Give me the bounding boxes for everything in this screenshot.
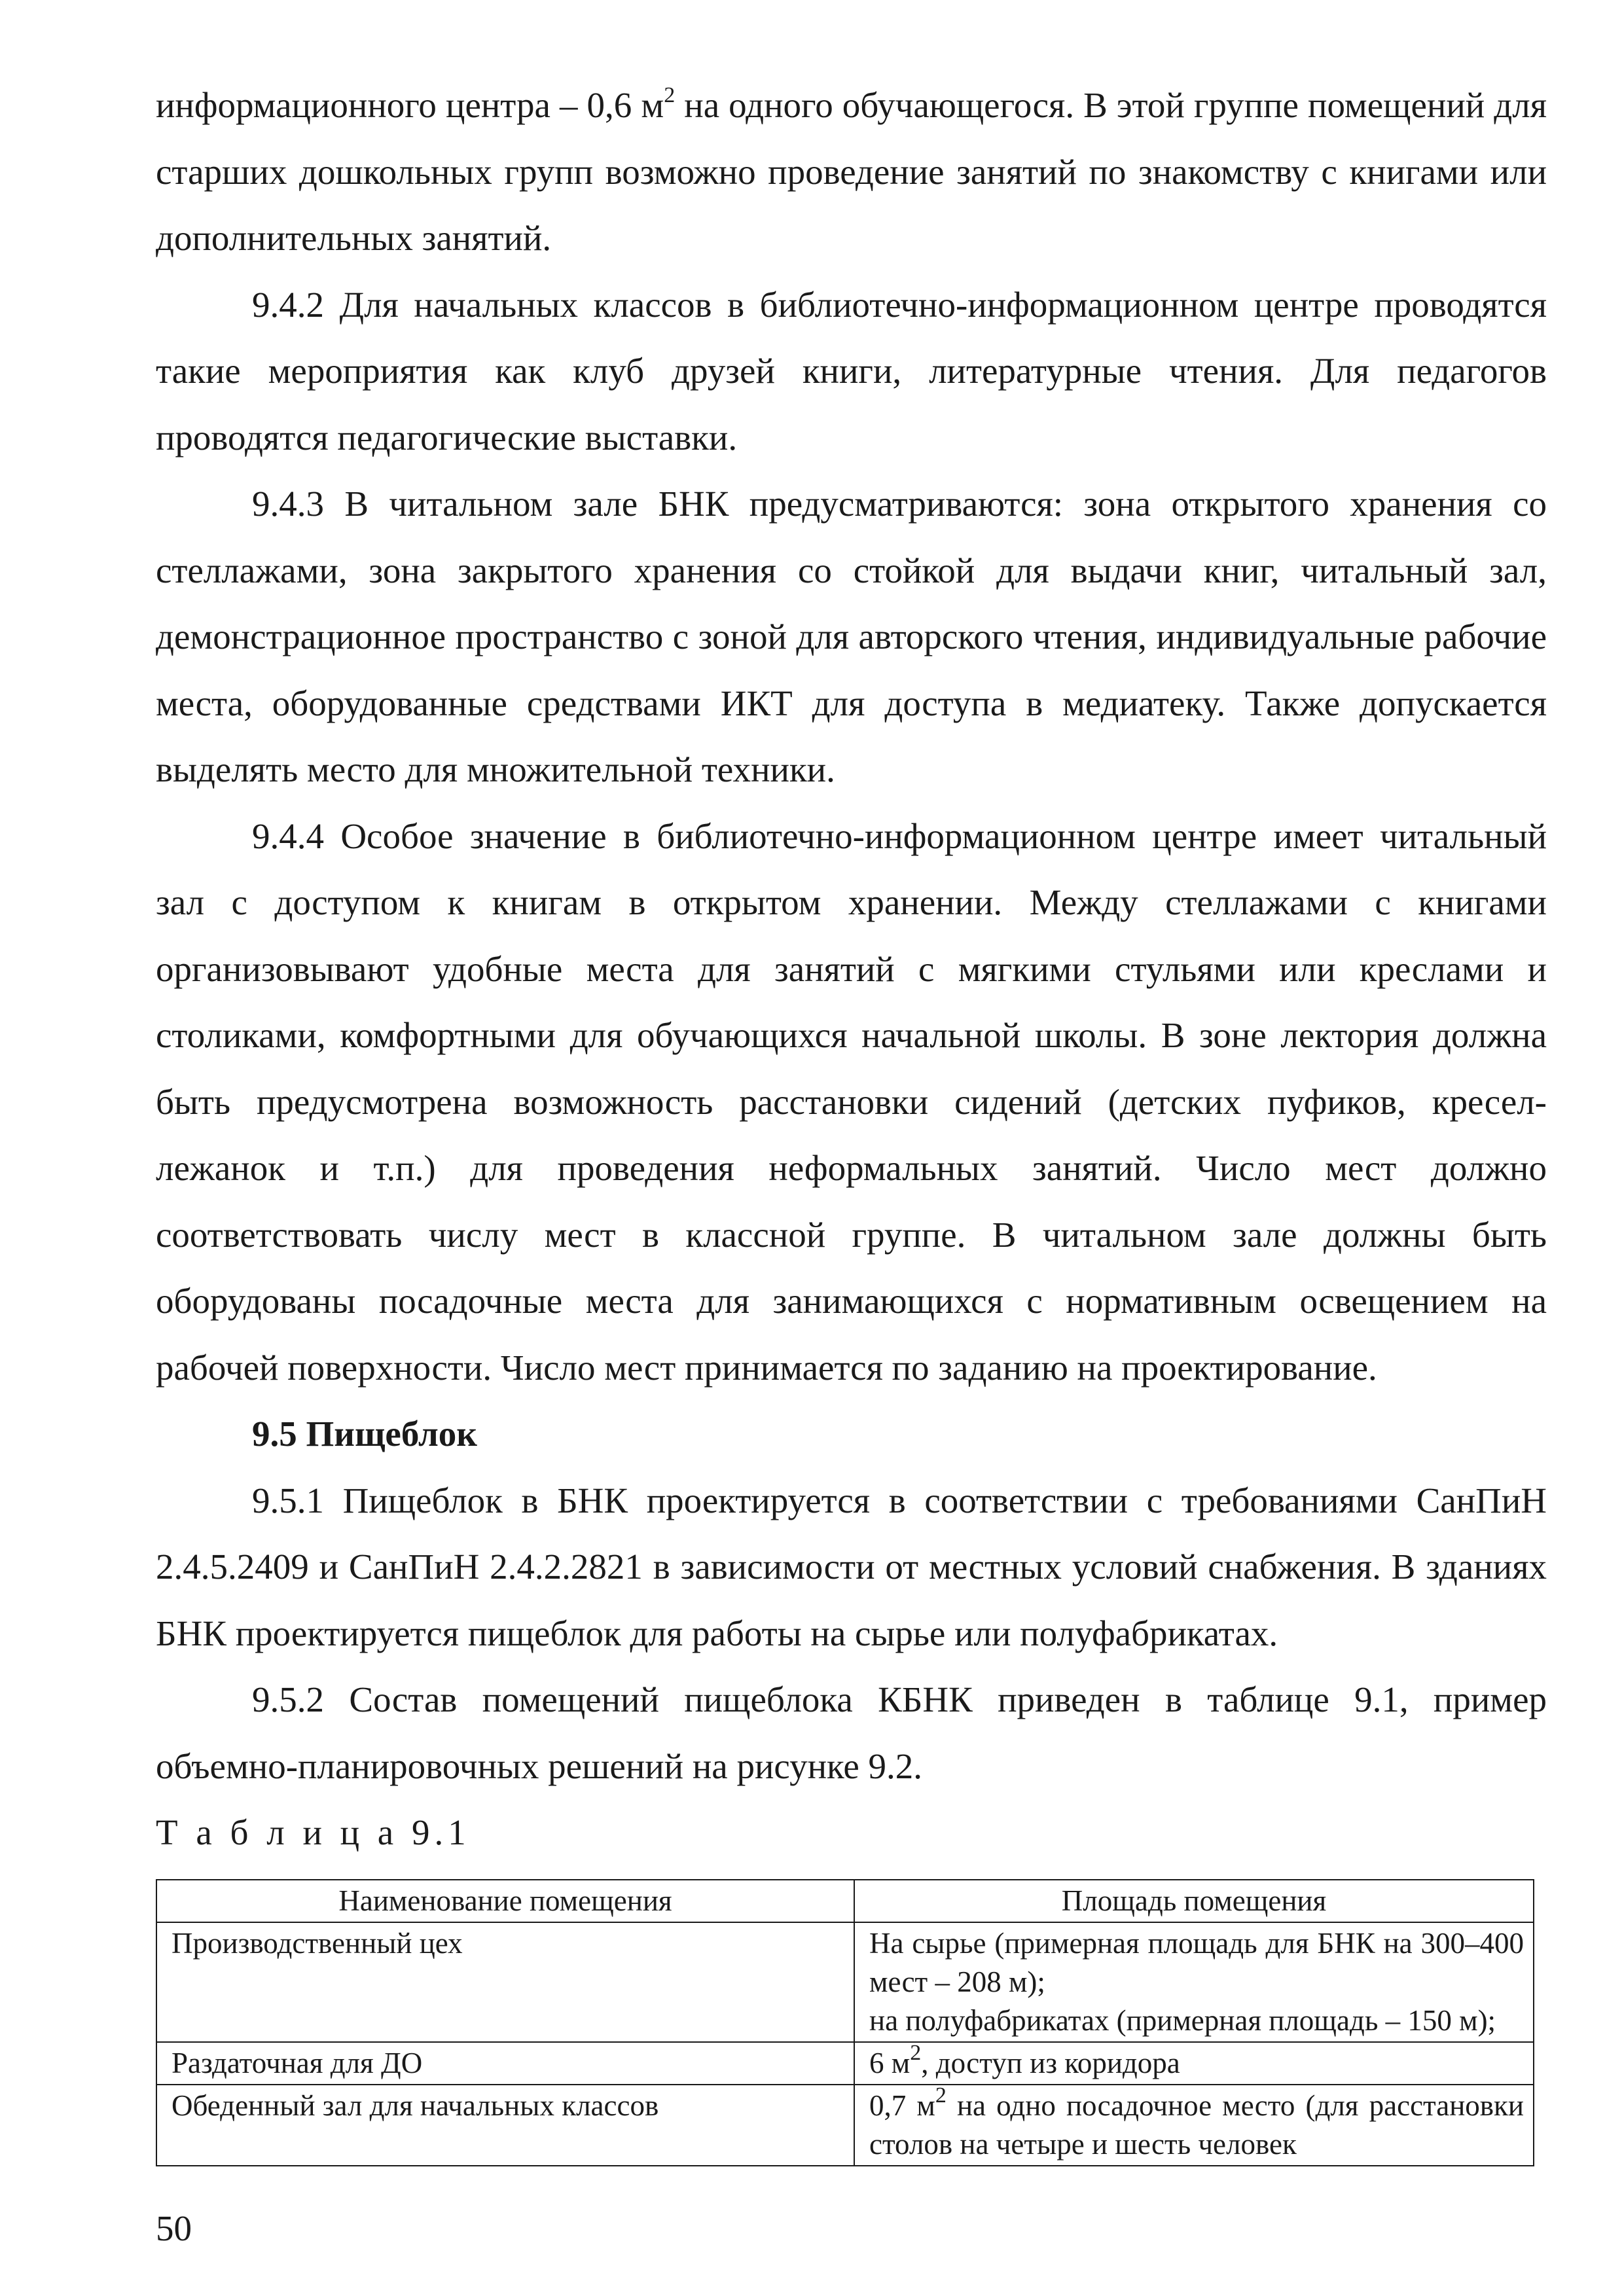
table-header-area: Площадь помещения	[854, 1880, 1534, 1922]
table-cell-area: На сырье (примерная площадь для БНК на 300–400 мест – 208 м); на полуфабрикатах (примерная площадь – 150 м);	[854, 1922, 1534, 2042]
table-cell-name: Производственный цех	[156, 1922, 854, 2042]
table-cell-name: Раздаточная для ДО	[156, 2042, 854, 2085]
table-caption: Т а б л и ц а 9.1	[156, 1812, 471, 1852]
paragraph-9-5-2: 9.5.2 Состав помещений пищеблока КБНК приведен в таблице 9.1, пример объемно-планировочных решений на рисунке 9.2.	[156, 1679, 1547, 1786]
table-cell-area: 6 $м^2$, доступ из коридора	[854, 2042, 1534, 2085]
paragraph-9-4-3: 9.4.3 В читальном зале БНК предусматриваются: зона открытого хранения со стеллажами, зона закрытого хранения со стойкой для выдачи книг, читальный зал, демонстрационное пространство с зоной для авторского чтения, индивидуальные рабочие места, оборудованные средствами ИКТ для доступа в медиатеку. Также допускается выделять место для множительной техники.	[156, 484, 1547, 789]
table-cell-area: 0,7 $м^2$ на одно посадочное место (для расстановки столов на четыре и шесть человек	[854, 2085, 1534, 2166]
table-row	[156, 2042, 1534, 2085]
paragraph-9-4-2: 9.4.2 Для начальных классов в библиотечно-информационном центре проводятся такие мероприятия как клуб друзей книги, литературные чтения. Для педагогов проводятся педагогические выставки.	[156, 284, 1547, 457]
page-number: 50	[156, 2208, 192, 2248]
paragraph-9-5-1: 9.5.1 Пищеблок в БНК проектируется в соответствии с требованиями СанПиН 2.4.5.2409 и СанПиН 2.4.2.2821 в зависимости от местных условий снабжения. В зданиях БНК проектируется пищеблок для работы на сырье или полуфабрикатах.	[156, 1480, 1547, 1653]
table-row	[156, 1922, 1534, 2042]
table-header-row	[156, 1880, 1534, 1922]
table-header-name: Наименование помещения	[156, 1880, 854, 1922]
paragraph-intro: информационного центра – 0,6 $м^2$ на одного обучающегося. В этой группе помещений для старших дошкольных групп возможно проведение занятий по знакомству с книгами или дополнительных занятий.	[156, 82, 1547, 258]
table-row	[156, 2085, 1534, 2166]
superscript: 2	[664, 82, 676, 107]
premises-table	[156, 1879, 1534, 2166]
table-cell-name: Обеденный зал для начальных классов	[156, 2085, 854, 2166]
document-page	[156, 72, 1547, 2166]
section-heading-9-5: 9.5 Пищеблок	[252, 1414, 477, 1454]
paragraph-9-4-4: 9.4.4 Особое значение в библиотечно-информационном центре имеет читальный зал с доступом к книгам в открытом хранении. Между стеллажами с книгами организовывают удобные места для занятий с мягкими стульями или креслами и столиками, комфортными для обучающихся начальной школы. В зоне лектория должна быть предусмотрена возможность расстановки сидений (детских пуфиков, кресел-лежанок и т.п.) для проведения неформальных занятий. Число мест должно соответствовать числу мест в классной группе. В читальном зале должны быть оборудованы посадочные места для занимающихся с нормативным освещением на рабочей поверхности. Число мест принимается по заданию на проектирование.	[156, 816, 1547, 1388]
